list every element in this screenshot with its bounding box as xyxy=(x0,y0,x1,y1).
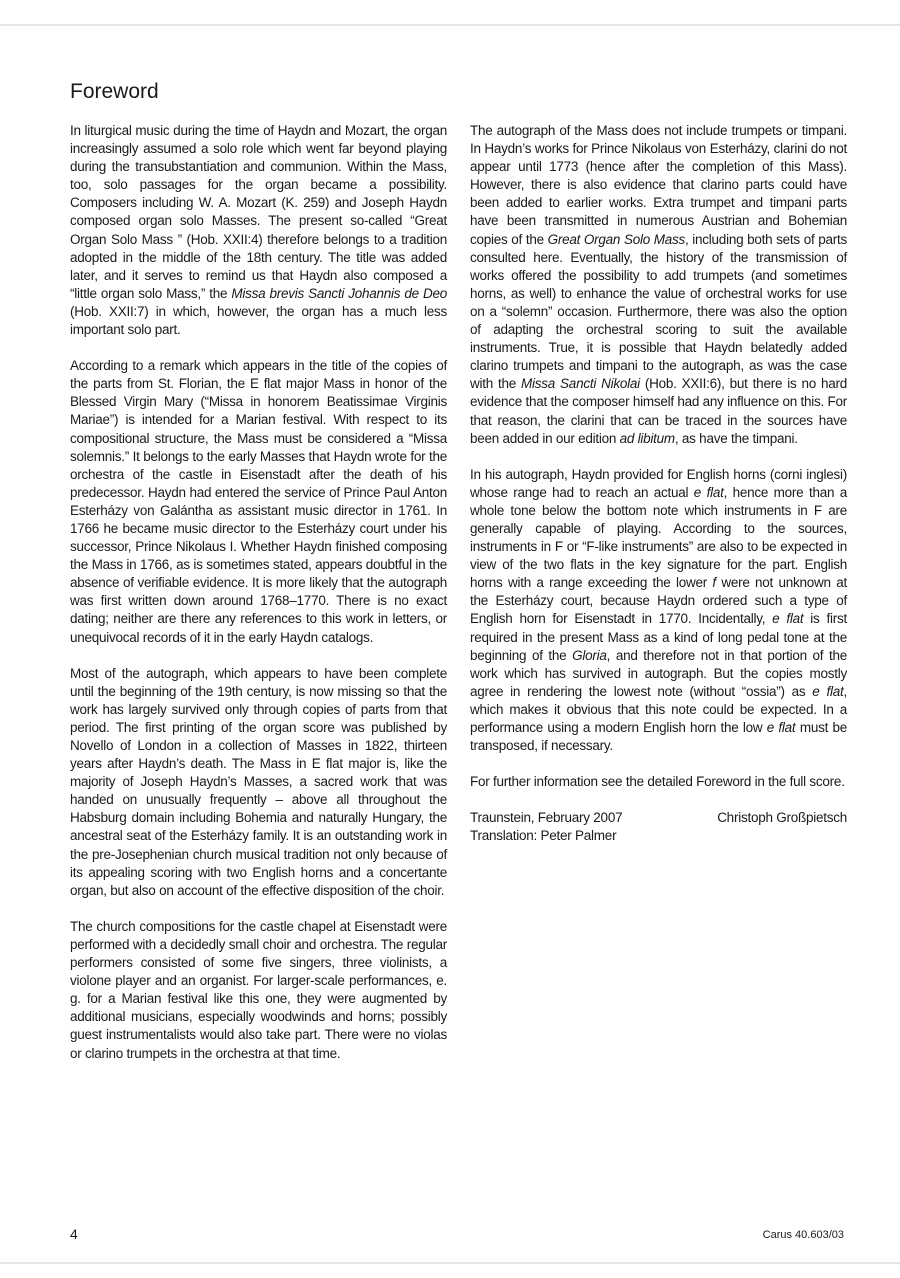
right-column xyxy=(470,122,847,845)
signature-line xyxy=(470,809,847,827)
paragraph: The church compositions for the castle chapel at Eisenstadt were performed with a decidedly small choir and orchestra. The regular performers consisted of some five singers, three violinists, a violone player and an organist. For larger-scale performances, e. g. for a Marian festival like this one, they were augmented by additional musicians, especially woodwinds and horns; possibly guest instrumentalists would also take part. There were no violas or clarino trumpets in the orchestra at that time. xyxy=(70,918,447,1061)
author-name: Christoph Großpietsch xyxy=(717,810,847,826)
paragraph: In his autograph, Haydn provided for English horns (corni inglesi) whose range had to reach an actual e flat, hence more than a whole tone below the bottom note which instruments in F are generally capable of playing. According to the sources, instruments in F or “F-like instruments” are also to be expected in view of the two flats in the key signature for the part. English horns with a range exceeding the lower f were not unknown at the Esterházy court, because Haydn ordered such a type of English horn for Eisenstadt in 1770. Incidentally, e flat is first required in the present Mass as a kind of long pedal tone at the beginning of the Gloria, and therefore not in that portion of the work which has survived in autograph. But the copies mostly agree in rendering the lowest note (without “ossia”) as e flat, which makes it obvious that this note could be expected. In a performance using a modern English horn the low e flat must be transposed, if necessary. xyxy=(470,466,847,754)
bottom-rule xyxy=(0,1262,900,1264)
translation-credit: Translation: Peter Palmer xyxy=(470,828,617,844)
paragraph: According to a remark which appears in the title of the copies of the parts from St. Florian, the E flat major Mass in honor of the Blessed Virgin Mary (“Missa in honorem Beatissimae Virginis Mariae”) is intended for a Marian festival. With respect to its compositional structure, the Mass must be considered a “Missa solemnis.” It belongs to the early Masses that Haydn wrote for the orchestra of the castle in Eisenstadt after the death of his predecessor. Haydn had entered the service of Prince Paul Anton Esterházy von Galántha as assistant music director in 1761. In 1766 he became music director to the Esterházy court under his successor, Prince Nikolaus I. Whether Haydn finished composing the Mass in 1766, as is sometimes stated, appears doubtful in the absence of verifiable evidence. It is more likely that the autograph was first written down around 1768–1770. There is no exact dating; neither are there any references to this work in letters, or unequivocal records of it in the early Haydn catalogs. xyxy=(70,358,447,645)
paragraph: The autograph of the Mass does not include trumpets or timpani. In Haydn’s works for Prince Nikolaus von Esterházy, clarini do not appear until 1773 (hence after the completion of this Mass). However, there is also evidence that clarino parts could have been added to earlier works. Extra trumpet and timpani parts have been transmitted in numerous Austrian and Bohemian copies of the Great Organ Solo Mass, including both sets of parts consulted here. Eventually, the history of the transmission of works offered the possibility to add trumpets (and sometimes horns, as well) to enhance the value of orchestral works for use on a “solemn” occasion. Furthermore, there was also the option of adapting the orchestral scoring to suit the available instruments. True, it is possible that Haydn belatedly added clarino trumpets and timpani to the autograph, as was the case with the Missa Sancti Nikolai (Hob. XXII:6), but there is no hard evidence that the composer himself had any influence on this. For that reason, the clarini that can be traced in the sources have been added in our edition ad libitum, as have the timpani. xyxy=(470,123,848,446)
page-title: Foreword xyxy=(70,80,159,103)
place-date: Traunstein, February 2007 xyxy=(470,810,623,826)
paragraph: For further information see the detailed Foreword in the full score. xyxy=(470,774,845,790)
paragraph: In liturgical music during the time of Haydn and Mozart, the organ increasingly assumed a solo role which went far beyond playing during the transubstantiation and communion. Within the Mass, too, solo passages for the organ became a possibility. Composers including W. A. Mozart (K. 259) and Joseph Haydn composed organ solo Masses. The present so-called “Great Organ Solo Mass ” (Hob. XXII:4) therefore belongs to a tradition adopted in the middle of the 18th century. The title was added later, and it serves to remind us that Haydn also composed a “little organ solo Mass,” the Missa brevis Sancti Johannis de Deo (Hob. XXII:7) in which, however, the organ has a much less important solo part. xyxy=(70,123,447,338)
paragraph: Most of the autograph, which appears to have been complete until the beginning of the 19th century, is now missing so that the work has largely survived only through copies of parts from that period. The first printing of the organ score was published by Novello of London in a collection of Masses in 1822, thirteen years after Haydn’s death. The Mass in E flat major is, like the majority of Joseph Haydn’s Masses, a sacred work that was handed on unusually frequently – above all throughout the Habsburg domain including Bohemia and naturally Hungary, the ancestral seat of the Esterházy family. It is an outstanding work in the pre-Josephenian church musical tradition not only because of its appealing scoring with two English horns and a concertante organ, but also on account of the effective disposition of the choir. xyxy=(70,665,447,898)
catalog-number: Carus 40.603/03 xyxy=(762,1229,844,1241)
left-column xyxy=(70,122,447,1081)
top-rule xyxy=(0,24,900,26)
page-number: 4 xyxy=(70,1226,78,1242)
